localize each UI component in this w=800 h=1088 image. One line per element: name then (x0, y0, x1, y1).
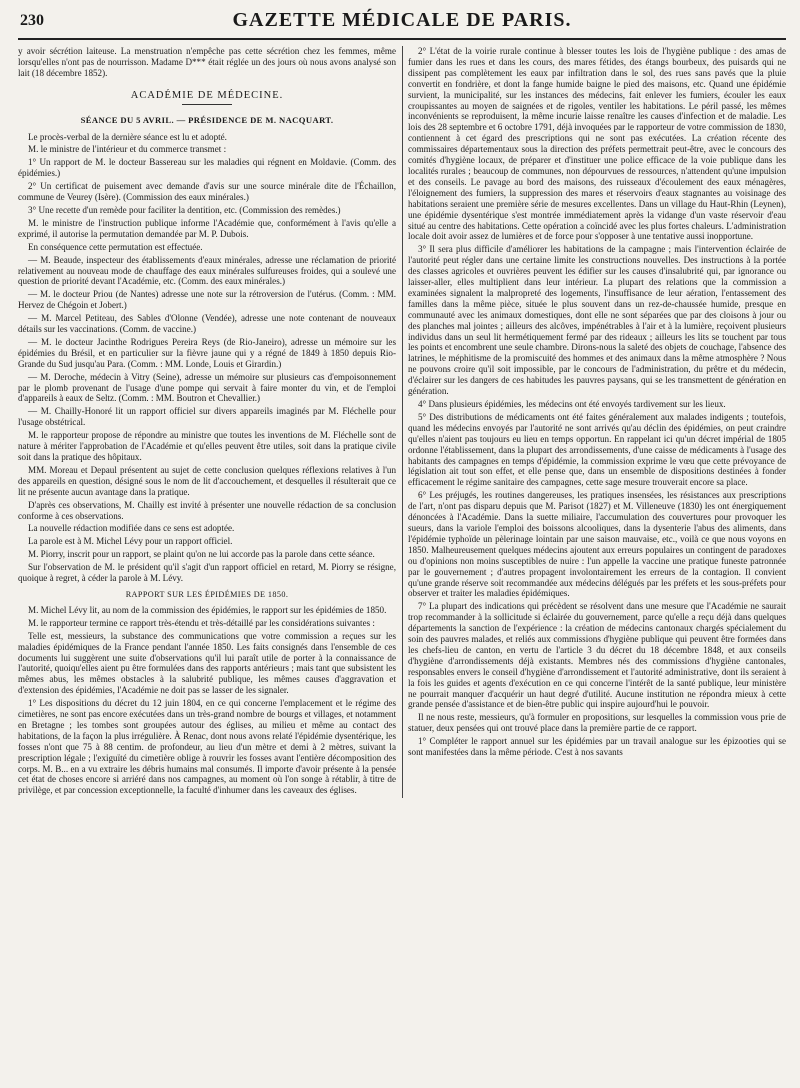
paragraph: 2° Un certificat de puisement avec demande d'avis sur une source minérale dite de l'Échaillon, commune de Veurey (Isère). (Commission des eaux minérales.) (18, 181, 396, 203)
right-column (408, 46, 786, 798)
paragraph: Sur l'observation de M. le président qu'il s'agit d'un rapport officiel en retard, M. Piorry se résigne, quoique à regret, à céder la parole à M. Lévy. (18, 562, 396, 584)
paragraph: 3° Une recette d'un remède pour faciliter la dentition, etc. (Commission des remèdes.) (28, 204, 341, 215)
two-column-body (18, 46, 786, 798)
masthead (18, 8, 786, 40)
paragraph: 6° Les préjugés, les routines dangereuses, les pratiques insensées, les résistances aux prescriptions de l'art, n'ont pas disparu depuis que M. Parisot (1827) et M. Villeneuve (1830) les ont énergiquement dénoncées à l'Académie. Dans la suette miliaire, l'accumulation des couvertures pour provoquer les sueurs, dans la variole l'emploi des boissons alcooliques, dans la dysenterie l'abus des aliments, dans l'épidémie typhoïde un pèlerinage lointain par une saison mauvaise, etc., voilà ce que nous voyons en 1850. Malheureusement quelques médecins ajoutent aux erreurs populaires un contingent de paradoxes ou d'opinions non moins susceptibles de nuire : l'un appelle la vaccine une pratique funeste patronnée par le gouvernement ; d'autres propagent involontairement les erreurs de la contagion. Il convient qu'une grande réserve soit recommandée aux médecins délégués par les préfets et les sous-préfets pour observer et traiter les maladies épidémiques. (408, 490, 786, 599)
paragraph: — M. le docteur Jacinthe Rodrigues Pereira Reys (de Rio-Janeiro), adresse un mémoire sur les épidémies du Brésil, et en particulier sur la fièvre jaune qui y a régné de 1849 à 1850 depuis Rio-Grande du Sud jusqu'au Para. (Comm. : MM. Londe, Louis et Girardin.) (18, 336, 396, 369)
paragraph: La nouvelle rédaction modifiée dans ce sens est adoptée. (28, 523, 235, 534)
paragraph: — M. Marcel Petiteau, des Sables d'Olonne (Vendée), adresse une note contenant de nouveaux détails sur les vaccinations. (Comm. de vaccine.) (18, 313, 396, 335)
paragraph: La parole est à M. Michel Lévy pour un rapport officiel. (28, 536, 233, 547)
paragraph: En conséquence cette permutation est effectuée. (28, 241, 203, 252)
paragraph: 1° Les dispositions du décret du 12 juin 1804, en ce qui concerne l'emplacement et le régime des cimetières, ne sont pas encore exécutées dans un très-grand nombre de bourgs et villages, et notamment en Bretagne ; les tombes sont groupées autour des églises, au milieu et même au contact des habitations, de la façon la plus irrégulière. À Renac, dont nous avons relaté l'épidémie dysentérique, les fosses n'ont que 75 à 88 centim. de profondeur, au lieu d'un mètre et demi à 2 mètres, suivant la prescription légale ; l'exiguïté du cimetière oblige à rouvrir les fosses avant l'entière décomposition des corps. M. B... en a vu extraire les débris humains mal consumés. Il importe d'avoir présente à la pensée cet état de choses encore si arriéré dans nos campagnes, au moment où l'on songe à rétablir, à titre de privilège, et par concession exceptionnelle, la faculté d'inhumer dans les caveaux des églises. (18, 698, 396, 796)
paragraph: — M. Chailly-Honoré lit un rapport officiel sur divers appareils imaginés par M. Fléchelle pour l'usage obstétrical. (18, 406, 396, 428)
paragraph: D'après ces observations, M. Chailly est invité à présenter une nouvelle rédaction de sa conclusion conforme à ces observations. (18, 499, 396, 521)
paragraph: M. Michel Lévy lit, au nom de la commission des épidémies, le rapport sur les épidémies de 1850. (28, 604, 387, 615)
journal-title: GAZETTE MÉDICALE DE PARIS. (232, 9, 572, 31)
paragraph: Telle est, messieurs, la substance des communications que votre commission a reçues sur les maladies épidémiques de la France pendant l'année 1850. Les faits consignés dans l'ensemble de ces documents lui suggèrent une suite d'observations qu'il lui paraît utile de porter à la connaissance de l'autorité, quoiqu'elles aient pu être formulées dans des rapports antérieurs ; mais tant que subsistent les mêmes abus, les mêmes obstacles à la salubrité publique, les mêmes causes d'aggravation et d'extension des épidémies, l'Académie ne doit pas se lasser de les signaler. (18, 630, 396, 696)
paragraph: 7° La plupart des indications qui précèdent se résolvent dans une mesure que l'Académie ne saurait trop recommander à la sollicitude si éclairée du gouvernement, parce qu'elle a reçu déjà dans quelques départements la sanction de l'expérience : la création de médecins cantonaux chargés spécialement du soin des pauvres malades, et reliés aux commissions d'hygiène publique qui peuvent être formées dans les chefs-lieu de canton, en vertu de l'article 3 du décret du 18 décembre 1848, et aux conseils d'hygiène d'arrondissements déjà existants. Membres nés des commissions d'hygiène cantonales, responsables envers le conseil d'hygiène d'arrondissement et l'autorité administrative, dont ils seraient à la fois les guides et agents d'exécution en ce qui concerne l'intérêt de la santé publique, leur ministère ne pourrait manquer d'acquérir un haut degré d'utilité. Aucune institution ne répondra mieux à cette grande pensée d'assistance et de bien-être public qui inspire aujourd'hui le pouvoir. (408, 601, 786, 710)
continued-text: y avoir sécrétion laiteuse. La menstruation n'empêche pas cette sécrétion chez les femmes, même lorsqu'elles n'ont pas de nourrisson. Madame D*** était réglée un des jours où nous avons analysé son lait (18 décembre 1852). (18, 46, 396, 78)
paragraph: — M. Beaude, inspecteur des établissements d'eaux minérales, adresse une réclamation de priorité relativement au nouveau mode de chauffage des eaux minérales sulfureuses froides, qui a soulevé une question de priorité devant l'Académie, etc. (Comm. des eaux minérales.) (18, 254, 396, 287)
page-number: 230 (20, 12, 44, 29)
heading-rule (182, 104, 232, 105)
paragraph: 4° Dans plusieurs épidémies, les médecins ont été envoyés tardivement sur les lieux. (418, 399, 726, 409)
left-column (18, 46, 396, 798)
paragraph: 2° L'état de la voirie rurale continue à blesser toutes les lois de l'hygiène publique : des amas de fumier dans les rues et dans les cours, des mares fétides, des étangs bourbeux, des puisards qui ne dissipent pas complètement les eaux par infiltration dans le sol, des rues sans pavés que la pluie convertit en fondrière, et dont la fange humide baigne le pied des maisons, etc. Quand une épidémie survient, la municipalité, sur les instances des médecins, fait enlever les fumiers, écouler les eaux croupissantes au moyen de saignées et de rigoles, ventiler les habitations. Le péril passé, les mêmes inconvénients se reproduisent, la même incurie laisse renaître les causes d'infection et de maladie. Les lois des 28 septembre et 6 octobre 1791, déjà invoquées par le rapporteur de votre commission de 1830, contiennent à cet égard des prescriptions qui ne sont pas exécutées. La création récente des commissaires départementaux sous la direction des préfets permettrait peut-être, avec le concours des comités d'hygiène locaux, de préparer et d'instituer une police efficace de la voie publique dans les localités rurales ; beaucoup de communes, non dépourvues de ressources, n'attendent qu'une impulsion et des conseils. Le pavage au bord des maisons, des ruisseaux d'écoulement des eaux ménagères, l'éloignement des fumiers, la suppression des mares et réservoirs d'eaux stagnantes au voisinage des habitations seraient une première série de mesures excellentes. Dans un village du Haut-Rhin (Leynen), une épidémie dysentérique s'est montrée immédiatement après la vidange d'un vaste réservoir d'eau situé au centre des habitations. Cette opération a coïncidé avec les plus fortes chaleurs. L'administration locale doit avoir assez de lumières et de force pour s'opposer à une tentative aussi inopportune. (408, 46, 786, 242)
report-heading: RAPPORT SUR LES ÉPIDÉMIES DE 1850. (125, 589, 289, 599)
paragraph: M. Piorry, inscrit pour un rapport, se plaint qu'on ne lui accorde pas la parole dans cette séance. (28, 549, 375, 560)
column-divider (402, 46, 403, 798)
section-heading: ACADÉMIE DE MÉDECINE. (130, 89, 284, 101)
paragraph: — M. Deroche, médecin à Vitry (Seine), adresse un mémoire sur plusieurs cas d'empoisonnement par le plomb provenant de l'usage d'une pompe qui servait à faire monter du vin, et de l'emploi d'appareils à eaux de Seltz. (Comm. : MM. Boutron et Chevallier.) (18, 371, 396, 404)
paragraph: M. le rapporteur propose de répondre au ministre que toutes les inventions de M. Fléchelle sont de nature à mériter l'approbation de l'Académie et qu'elles peuvent être utiles, soit dans la pratique civile soit dans la pratique des hôpitaux. (18, 430, 396, 462)
paragraph: Le procès-verbal de la dernière séance est lu et adopté. (28, 131, 227, 142)
paragraph: MM. Moreau et Depaul présentent au sujet de cette conclusion quelques réflexions relatives à l'un des appareils en question, désigné sous le nom de lit d'accouchement, et desquelles il résulterait que ce lit ne présente aucun avantage dans la pratique. (18, 464, 396, 497)
session-heading: SÉANCE DU 5 AVRIL. — PRÉSIDENCE DE M. NACQUART. (80, 114, 334, 125)
paragraph: M. le ministre de l'instruction publique informe l'Académie que, conformément à l'avis qu'elle a exprimé, il autorise la permutation demandée par M. P. Dubois. (18, 217, 396, 239)
paragraph: M. le ministre de l'intérieur et du commerce transmet : (28, 144, 227, 155)
paragraph: 5° Des distributions de médicaments ont été faites généralement aux malades indigents ; toutefois, quand les médecins envoyés par l'autorité ne sont arrivés qu'au déclin des épidémies, on peut craindre qu'elles n'aient pas toujours eu lieu en temps opportun. En rappelant ici qu'un décret impérial de 1805 ordonne l'établissement, dans la plupart des arrondissements, d'une caisse de médicaments à l'usage des habitants des campagnes en temps d'épidémie, la commission exprime le vœu que cette prévoyance de législation ait tout son effet, et elle pense que, dans un ensemble de dispositions destinées à fonder efficacement le régime sanitaire des campagnes, cette sage mesure trouverait encore sa place. (408, 411, 786, 488)
paragraph: 1° Compléter le rapport annuel sur les épidémies par un travail analogue sur les épizooties qui se sont manifestées dans la même période. C'est à nos savants (408, 736, 786, 758)
paragraph: — M. le docteur Priou (de Nantes) adresse une note sur la rétroversion de l'utérus. (Comm. : MM. Hervez de Chégoin et Jobert.) (18, 289, 396, 311)
paragraph: 1° Un rapport de M. le docteur Bassereau sur les maladies qui régnent en Moldavie. (Comm. des épidémies.) (18, 157, 396, 179)
paragraph: M. le rapporteur termine ce rapport très-étendu et très-détaillé par les considérations suivantes : (28, 617, 375, 628)
paragraph: 3° Il sera plus difficile d'améliorer les habitations de la campagne ; mais l'intervention éclairée de l'autorité peut régler dans une certaine limite les constructions nouvelles. Des instructions à la portée des classes agricoles et ouvrières peuvent les édifier sur les causes d'insalubrité qui, par ignorance ou laisser-aller, elles multiplient dans leur intérieur. La plupart des relations que la commission a examinées signalent la malpropreté des logements, l'insuffisance de leur aération, l'entassement des familles dans la même pièce, située le plus souvent dans un rez-de-chaussée humide, presque en communauté avec les animaux domestiques, dont elle ne sont séparées que par des cloisons à jour ou des planches mal jointes ; ailleurs des alcôves, impénétrables à l'air et à la lumière, reçoivent plusieurs individus dans un seul lit hermétiquement fermé par des rideaux ; ailleurs les lits se touchent par tous les points et encombrent une seule chambre. Dirons-nous la saleté des objets de couchage, l'absence des latrines, le méphitisme de la promiscuité des hommes et des animaux dans la même atmosphère ? Nous ne pouvons croire qu'il soit impossible, par le concours de l'administration, du prêtre et du médecin, d'éclairer sur les dangers de ces habitudes les pauvres paysans, qui se les transmettent de génération en génération. (408, 244, 786, 397)
paragraph: Il ne nous reste, messieurs, qu'à formuler en propositions, sur lesquelles la commission vous prie de statuer, deux pensées qui ont trouvé place dans la première partie de ce rapport. (408, 712, 786, 734)
